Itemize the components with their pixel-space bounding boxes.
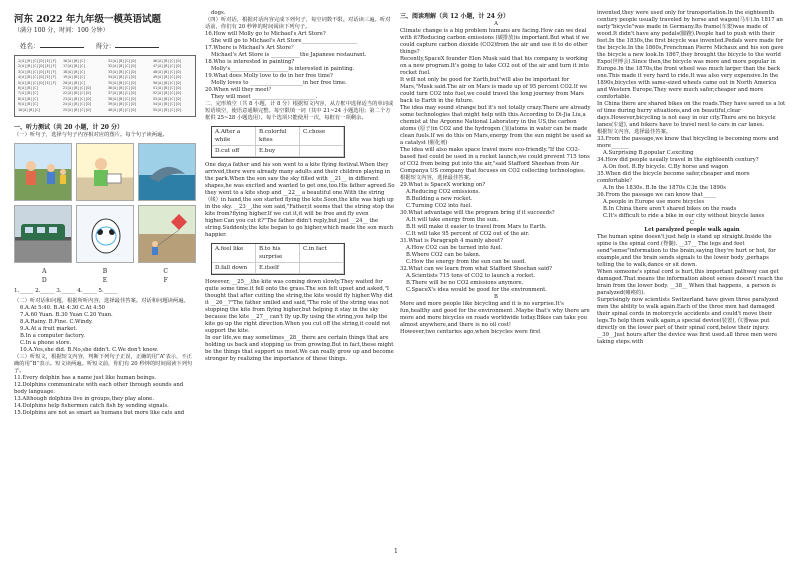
section-1-heading: 一、听力测试（共 20 小题，计 20 分） <box>14 124 124 131</box>
answer-16[interactable]: She will go to Michael's Art Store_____________________ <box>211 38 358 44</box>
option-32a[interactable]: A.Scientists 715 tons of CO2 to launch a rocket. <box>406 273 536 279</box>
name-score-line <box>20 40 196 52</box>
picture-c <box>138 143 196 201</box>
option-31c[interactable]: C.How the energy from the sun can be used. <box>406 259 526 265</box>
question-32: 32.What can we learn from what Stafford Sheehan said? <box>400 266 552 272</box>
answer-bubble-row[interactable]: 7[A][B][C] <box>18 91 39 96</box>
answer-bubble-row[interactable]: 39[A][B][C][D] <box>108 102 137 107</box>
answer-bubble-row[interactable]: 17[A][B][C] <box>63 64 86 69</box>
picture-e <box>76 205 134 263</box>
word-option <box>300 263 344 274</box>
passage-a-p5: The idea will also make space travel more eco-friendly."If the CO2-based fuel could be used in a rocket launch,we could prevent 715 tons of CO2 from being put into the air,"said Stafford Sheehan from Air Companya US company that focuses on CO2 collecting technologies. <box>400 147 590 174</box>
child-reading-illustration <box>77 144 135 200</box>
question-13: 13.Although dolphins live in groups,they play alone. <box>14 396 154 402</box>
word-box-2 <box>211 243 345 275</box>
answer-bubble-row[interactable]: 46[A][B][C][D] <box>153 59 182 63</box>
passage-b-label: B <box>494 294 498 300</box>
passage-c-p3: Surprisingly now scientists Switzerland have given three paralyzed men the ability to walk again.Each of the three men had damaged their spinal cords in motorcycle accidents and could't move their legs.To help them walk again,a special device(装置), 仪器was put directly on the lower part of their spinal cord,below their injury. __39__Just hours after the device was first used.all three men were taking steps.with <box>597 297 779 345</box>
answer-bubble-row[interactable]: 37[A][B][C][D] <box>108 91 137 96</box>
part4-instructions: （四）听对话，根据对话内容完成下列句子，每空词数不限。对话读三遍。听对话前，你们有 20 秒钟的时间阅读下列句子。 <box>205 17 391 30</box>
options-35[interactable]: A.In the 1830s. B.In the 1870s C.In the 1890s <box>603 185 726 191</box>
option-31b[interactable]: B.Where CO2 can be taken. <box>406 252 481 258</box>
options-34[interactable]: A.On foot. B.By bicycle. C.By horse and wagon <box>603 164 729 170</box>
label-f: F <box>163 277 168 284</box>
option-30c[interactable]: C.It will take 95 percent of CO2 out of the air. <box>406 231 530 237</box>
passage-c-p1: The human spine doesn't just help is stand up straight.Inside the spine is the spinal cord (脊髓). __37__ The legs and feet send"sense"information to the brain,saying they're hurt or hot, for example,and the brain sends signals to the lower body ,perhaps telling the to walk,dance or sit down. <box>597 234 776 268</box>
answer-sheet <box>14 55 196 117</box>
answer-bubble-row[interactable]: 23[A][B][C][D] <box>63 96 92 101</box>
dolphin-illustration <box>139 144 196 200</box>
part2-instructions: （二）听对话和问题，根据所听内容，选择最佳答案。对话和问题读两遍。 <box>14 298 189 304</box>
option-32c[interactable]: C.SpaceX's idea would be good for the environment. <box>406 287 547 293</box>
question-35: 35.When did the bicycle become safer,cheaper and more comfortable？ <box>597 171 750 184</box>
question-34: 34.How did people usually travel in the eighteenth century? <box>597 157 759 163</box>
passage-a-label: A <box>494 21 498 27</box>
answer-bubble-row[interactable]: 5[A][B][C][D][E][F] <box>18 80 57 85</box>
passage-a-p4: The idea may sound strange but it's not totally crazy.There are already some technologies that might help with this.According to Di-Jia Liu,a chemist at the Argonne National Laboratory in the US,the carbon atoms (原子)in CO2 and the hydrogen (氢)atoms in water can be made clean fuels.If we do this on Mars,energy from the sun might be used as a catalyst (催化剂) <box>400 105 592 146</box>
reading-instructions-b: 根据短文内容，选择最佳答案。 <box>597 129 672 135</box>
answer-bubble-row[interactable]: 51[A][B][C][D] <box>153 86 182 91</box>
answer-18[interactable]: Molly's______________________is interested in painting. <box>211 66 355 72</box>
word-option: B.colorful kites <box>256 127 300 146</box>
options-33[interactable]: A.Surprising B.popular C.exciting <box>603 150 694 156</box>
label-e: E <box>102 277 108 284</box>
passage-b-p2: However,two centuries ago,when bicycles were first <box>400 329 541 335</box>
answer-20[interactable]: They will meet ________________________. <box>211 94 318 100</box>
word-box-1 <box>211 126 345 158</box>
option-36a[interactable]: A.people in Europe use more bicycles <box>603 199 705 205</box>
page-number: 1 <box>394 548 398 555</box>
answer-bubble-row[interactable]: 9[A][B][C] <box>18 102 39 107</box>
part1-instructions: （一）听句子，选择与句子内容相对应的图片。每个句子读两遍。 <box>14 132 168 138</box>
label-a: A <box>42 268 47 275</box>
passage-c-title: Let paralyzed people walk again <box>644 227 740 233</box>
answer-bubble-row[interactable]: 47[A][B][C][D] <box>153 64 182 69</box>
answer-bubble-row[interactable]: 50[A][B][C][D] <box>153 80 182 85</box>
family-garden-illustration <box>15 144 73 200</box>
picture-grid <box>14 143 196 263</box>
answer-bubble-row[interactable]: 34[A][B][C][D] <box>108 75 137 80</box>
option-36b[interactable]: B.In China there aren't shared bikes on the roads <box>603 206 737 212</box>
picture-labels-top <box>14 267 196 276</box>
answer-bubble-row[interactable]: 8[A][B][C] <box>18 96 39 101</box>
picture-a <box>14 143 72 201</box>
column-3 <box>400 10 592 555</box>
passage-b-p4: In China there are shared bikes on the roads.They have saved us a lot of time during hurry situations,and on beautiful,clear days.However,bicycling is not easy in our city.There are no bicycle lanes(车道), and bikers have to travel next to cars in car lanes. <box>597 101 786 128</box>
word-option: D.fall down <box>212 263 256 274</box>
answer-blanks-1-5[interactable]: 1._____ 2._____ 3._____ 4._____ 5._____ <box>14 288 118 294</box>
answer-bubble-row[interactable]: 25[A][B][C][D] <box>63 107 92 112</box>
answer-bubble-row[interactable]: 24[A][B][C][D] <box>63 102 92 107</box>
exam-subtitle: （满分 100 分，时间：100 分钟） <box>14 27 109 34</box>
question-19: 19.What does Molly love to do in her free time? <box>205 73 333 79</box>
answer-bubble-row[interactable]: 55[A][B][C][D] <box>153 107 182 112</box>
option-29a[interactable]: A.Reducing CO2 emissions. <box>406 189 481 195</box>
option-32b[interactable]: B.There will be no CO2 emissions anymore. <box>406 280 524 286</box>
answer-bubble-row[interactable]: 1[A][B][C][D][E][F] <box>18 59 57 63</box>
answer-bubble-row[interactable]: 31[A][B][C][D] <box>108 59 137 63</box>
answer-17[interactable]: Michael's Art Store is ___________the Japanese restaurant. <box>211 52 367 58</box>
question-20: 20.When will they meet？ <box>205 87 274 93</box>
question-15: 15.Dolphins are not as smart as humans but more like cats and <box>14 410 185 416</box>
passage-b-p1: More and more people like bicycling and it is no surprise.It's fun,healthy and good for the environment .Maybe that's why there are more and more bicycles on roads worldwide today.Bikes can take you almost anywhere,and there is no oil cost! <box>400 301 590 328</box>
answer-bubble-row[interactable]: 6[A][B][C] <box>18 86 39 91</box>
question-15-end: dogs. <box>211 10 226 16</box>
answer-bubble-row[interactable]: 36[A][B][C][D] <box>108 86 137 91</box>
passage-b-p3: invented,they were used only for transportation.In the eighteenth century people usually traveled by horse and wagon(马车).In 1817 an early"bicycle"was made in Germany.Its frame(车架)was made of wood.It didn't have any pedals(脚蹬).People had to push with their feet.In the 1830s,the first bicycle was invented.Pedals were made for the bicycle.In the 1860s,Frenchman Pierre Michaux and his son gave the bicycle a new look.In 1867,they brought the bicycle to the world Expo(世博会).Since then,the bicycle was more and more popular in Europe.In the 1870s,the front wheel was much larger than the back one.This made it very hard to ride.It was also very expensive.In the 1890s,bicycles with same-sized wheels came out in North America and Western Europe.They were much safer,cheaper and more comfortable. <box>597 10 784 100</box>
question-12: 12.Dolphins communicate with each other through sounds and body language. <box>14 382 184 395</box>
question-7: 7.A.60 Yuan. B.30 Yuan C.20 Yuan. <box>20 312 113 318</box>
answer-bubble-row[interactable]: 16[A][B][C] <box>63 59 86 63</box>
answer-bubble-row[interactable]: 48[A][B][C][D] <box>153 69 182 74</box>
passage-a-p2: Recently,SpaceX founder Elon Musk said that his company is working on a new program.It's going to take CO2 out of the air and turn it into rocket fuel. <box>400 56 589 76</box>
question-8: 8.A.Rainy. B.Fine. C.Windy. <box>20 319 93 325</box>
part3-instructions: （三）听短文，根据短文内容，判断下列句子正误，正确的用“A”表示，不正确的用“B”表示。短文读两遍。听短文前，你们有 20 秒钟的时间阅读下列句子。 <box>14 354 193 374</box>
answer-19[interactable]: Molly loves to ____________________in her free time. <box>211 80 347 86</box>
reading-instructions: 根据短文内容，选择最佳答案。 <box>400 175 475 181</box>
option-29b[interactable]: B.Building a new rocket. <box>406 196 473 202</box>
label-d: D <box>41 277 47 284</box>
option-31a[interactable]: A.How CO2 can be turned into fuel. <box>406 245 503 251</box>
answer-bubble-row[interactable]: 35[A][B][C][D] <box>108 80 137 85</box>
cloze-passage-1: One day,a father and his son went to a kite flying festival.When they arrived,there were already many adults and their children playing in the park.When the son saw the sky filled with __21__ in different shapes,he was excited and wanted to get one,too.His father agreed.So they went to a kite shop and __22__ a beautiful one.With the string（线）in hand,the son started flying the kite.Soon,the kite was high up in the sky. __23__,the son said,"Father,it seems that the string stop the kite from?flying higher.If we cut it,it will be free and fly even higher.Can you cut it?"The father didn't reply,but just __24__ the string.Suddenly,the kite began to go higher,which made the son much happier. <box>205 162 395 238</box>
question-9-c: C.In a phone store. <box>20 340 72 346</box>
column-2 <box>205 10 395 555</box>
word-option: D.cut off <box>212 146 256 157</box>
picture-labels-bottom <box>14 276 196 285</box>
word-option: A.feel like <box>212 244 256 263</box>
column-1 <box>14 10 196 555</box>
answer-bubble-row[interactable]: 40[A][B][C][D] <box>108 107 137 112</box>
word-option: E.buy <box>256 146 300 157</box>
option-30b[interactable]: B.It will make it easier to travel from Mars to Earth. <box>406 224 547 230</box>
question-6: 6.A.At 5:40. B.At 4:30 C.At 4:50 <box>20 305 106 311</box>
question-9: 9.A.At a fruit market. <box>20 326 78 332</box>
passage-a-p3: It will not only be good for Earth,but"will also be important for Mars,"Musk said.The air on Mars is made up of 95 percent CO2.If we could turn CO2 into fuel,we could travel the long journey from Mars back to Earth in the future. <box>400 77 588 104</box>
name-field[interactable] <box>40 41 84 48</box>
answer-bubble-row[interactable]: 18[A][B][C] <box>63 69 86 74</box>
question-10: 10.A.Yes,she did. B.No,she didn't. C.We don't know. <box>20 347 159 353</box>
column-4 <box>597 10 787 555</box>
score-field[interactable] <box>115 41 159 48</box>
question-36: 36.From the passage we can know that_____ <box>597 192 716 198</box>
option-36c[interactable]: C.It's difficult to ride a bike in our city without bicycle lanes <box>603 213 765 219</box>
name-label: 姓名： <box>20 42 40 50</box>
question-30: 30.What advantage will the program bring if it succeeds? <box>400 210 555 216</box>
exam-title: 河东 2022 年九年级一模英语试题 <box>14 14 162 25</box>
answer-bubble-row[interactable]: 38[A][B][C][D] <box>108 96 137 101</box>
answer-bubble-row[interactable]: 54[A][B][C][D] <box>153 102 182 107</box>
word-option: B.to his surprise <box>256 244 300 263</box>
answer-bubble-row[interactable]: 20[A][B][C] <box>63 80 86 85</box>
score-label: 得分： <box>95 42 116 50</box>
passage-c-p2: When someone's spinal cord is hurt,this important pathway can get damaged.That means the information about senses doesn't reach the brain from the lower body. __38__ When that happens，a person is paralyzed(瘫痪的). <box>597 269 783 296</box>
picture-f <box>138 205 196 263</box>
word-option: E.itself <box>256 263 300 274</box>
answer-bubble-row[interactable]: 52[A][B][C][D] <box>153 91 182 96</box>
word-option <box>300 146 344 157</box>
answer-bubble-row[interactable]: 4[A][B][C][D][E][F] <box>18 75 57 80</box>
answer-bubble-row[interactable]: 19[A][B][C] <box>63 75 86 80</box>
question-9-b: B.In a computer factory. <box>20 333 85 339</box>
question-29: 29.What is SpaceX working on? <box>400 182 486 188</box>
section-2-heading: 二、完形填空（共 8 小题，计 8 分）根据短文内容，从方框中选择适当的单词或短语填空，使语意通顺完整。每空限填一词（其中 21~24 小题选用；第二个方框供 25~28 小题选用）。每个选项只能使用一次，每框有一项剩余。 <box>205 101 394 121</box>
answer-bubble-row[interactable]: 32[A][B][C][D] <box>108 64 137 69</box>
answer-bubble-row[interactable]: 49[A][B][C][D] <box>153 75 182 80</box>
section-3-heading: 三、阅读理解（共 12 小题，计 24 分） <box>400 13 510 20</box>
answer-bubble-row[interactable]: 3[A][B][C][D][E][F] <box>18 69 57 74</box>
word-option: A.After a while <box>212 127 256 146</box>
question-18: 18.Who is interested in painting? <box>205 59 295 65</box>
kite-flying-illustration <box>139 206 196 262</box>
passage-a-p1: Climate change is a big problem humans are facing.How can we deal with it?Reducing carbon emissions (碳排放)is important.But what if we could capture carbon dioxide (CO2)from the air and use it to do other things? <box>400 28 589 55</box>
answer-bubble-row[interactable]: 53[A][B][C][D] <box>153 96 182 101</box>
answer-bubble-row[interactable]: 21[A][B][C][D] <box>63 86 92 91</box>
label-b: B <box>102 268 108 275</box>
label-c: C <box>163 268 168 275</box>
question-14: 14.Dolphins help fishermen catch fish by sending signals. <box>14 403 169 409</box>
picture-d <box>14 205 72 263</box>
answer-grid <box>18 59 192 112</box>
answer-bubble-row[interactable]: 33[A][B][C][D] <box>108 69 137 74</box>
question-31: 31.What is Paragraph 4 mainly about? <box>400 238 503 244</box>
question-17: 17.Where is Michael's Art Store？ <box>205 45 297 51</box>
cloze-passage-3: In our life,we may sometimes__28__there are certain things that are holding us back and stopping us from growing.But in fact,these might be the things that support us most.We can really grow up and become stronger by realizing the importance of these things. <box>205 335 394 362</box>
question-16: 16.How will Molly go to Michael's Art Store? <box>205 31 326 37</box>
picture-b <box>76 143 134 201</box>
question-33: 33.From the passage,we know that bicycling is becoming more and more_______ <box>597 136 779 149</box>
word-option: C.in fact <box>300 244 344 263</box>
question-11: 11.Every dolphin has a name just like human beings. <box>14 375 157 381</box>
train-illustration <box>15 206 73 262</box>
option-29c[interactable]: C.Turning CO2 into fuel. <box>406 203 473 209</box>
answer-bubble-row[interactable]: 22[A][B][C][D] <box>63 91 92 96</box>
answer-bubble-row[interactable]: 2[A][B][C][D][E][F] <box>18 64 57 69</box>
cloze-passage-2: However, __25__,the kite was coming down slowly.They waited for quite some time.it fell onto the grass.The son felt upset and asked,"I thought that after cutting the string,the kite would fly higher.Why did it __26__?"The father smiled and said,"The role of the string was not stopping the kite from flying higher,but helping it stay in the sky because the kite __27__ can't fly up.By using the string,you help the kite go up the right direction.When you cut off the string,it could not support the kite. <box>205 279 393 334</box>
answer-bubble-row[interactable]: 10[A][B][C] <box>18 107 41 112</box>
option-30a[interactable]: A.It will take energy from the sun. <box>406 217 499 223</box>
panda-mascot-illustration <box>77 206 135 262</box>
passage-c-label: C <box>689 220 695 226</box>
word-option: C.chose <box>300 127 344 146</box>
